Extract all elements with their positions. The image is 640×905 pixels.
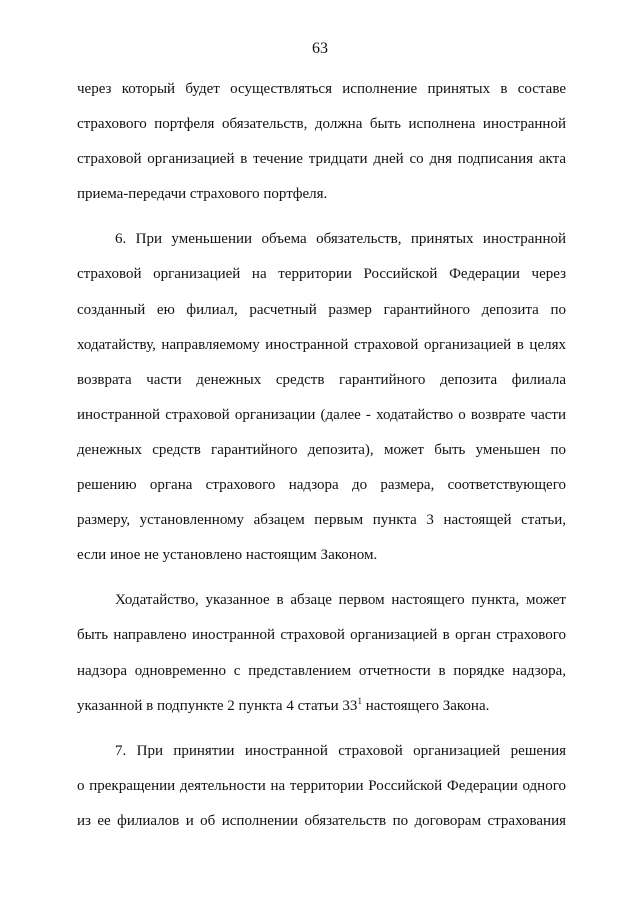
text-line: приема-передачи страхового портфеля. — [77, 186, 328, 203]
text-line: быть направлено иностранной страховой организацией в орган страхового — [77, 627, 566, 644]
text-fragment: настоящего Закона. — [361, 697, 490, 714]
text-line: 7. При принятии иностранной страховой организацией решения — [115, 742, 566, 759]
text-line: созданный ею филиал, расчетный размер гарантийного депозита по — [77, 301, 566, 318]
text-line: страховой организацией в течение тридцати дней со дня подписания акта — [77, 151, 566, 168]
text-line: возврата части денежных средств гарантийного депозита филиала — [77, 371, 566, 388]
text-line: если иное не установлено настоящим Законом. — [77, 547, 378, 564]
text-line — [77, 695, 566, 730]
text-line: ходатайству, направляемому иностранной страховой организацией в целях — [77, 336, 566, 353]
paragraph-gap — [77, 218, 566, 228]
text-line: 6. При уменьшении объема обязательств, принятых иностранной — [115, 231, 566, 248]
paragraph — [77, 589, 566, 729]
paragraph — [77, 78, 566, 218]
text-line: надзора одновременно с представлением отчетности в порядке надзора, — [77, 662, 566, 679]
text-line: Ходатайство, указанное в абзаце первом настоящего пункта, может — [115, 592, 566, 609]
text-line: о прекращении деятельности на территории Российской Федерации одного — [77, 777, 566, 794]
text-line: решению органа страхового надзора до размера, соответствующего — [77, 477, 566, 494]
text-line: размеру, установленному абзацем первым пункта 3 настоящей статьи, — [77, 512, 566, 529]
paragraph — [77, 740, 566, 845]
text-fragment: указанной в подпункте 2 пункта 4 статьи 33 — [77, 697, 358, 714]
paragraph — [77, 228, 566, 579]
text-line: из ее филиалов и об исполнении обязательств по договорам страхования — [77, 812, 566, 829]
paragraph-gap — [77, 579, 566, 589]
text-line: иностранной страховой организации (далее - ходатайство о возврате части — [77, 406, 566, 423]
superscript-marker: 1 — [357, 695, 362, 706]
document-body — [77, 78, 566, 845]
text-line: страхового портфеля обязательств, должна быть исполнена иностранной — [77, 116, 566, 133]
page-number: 63 — [312, 40, 328, 57]
paragraph-gap — [77, 730, 566, 740]
text-line: страховой организацией на территории Российской Федерации через — [77, 266, 566, 283]
text-line: через который будет осуществляться исполнение принятых в составе — [77, 81, 566, 97]
text-line: денежных средств гарантийного депозита), может быть уменьшен по — [77, 441, 566, 458]
